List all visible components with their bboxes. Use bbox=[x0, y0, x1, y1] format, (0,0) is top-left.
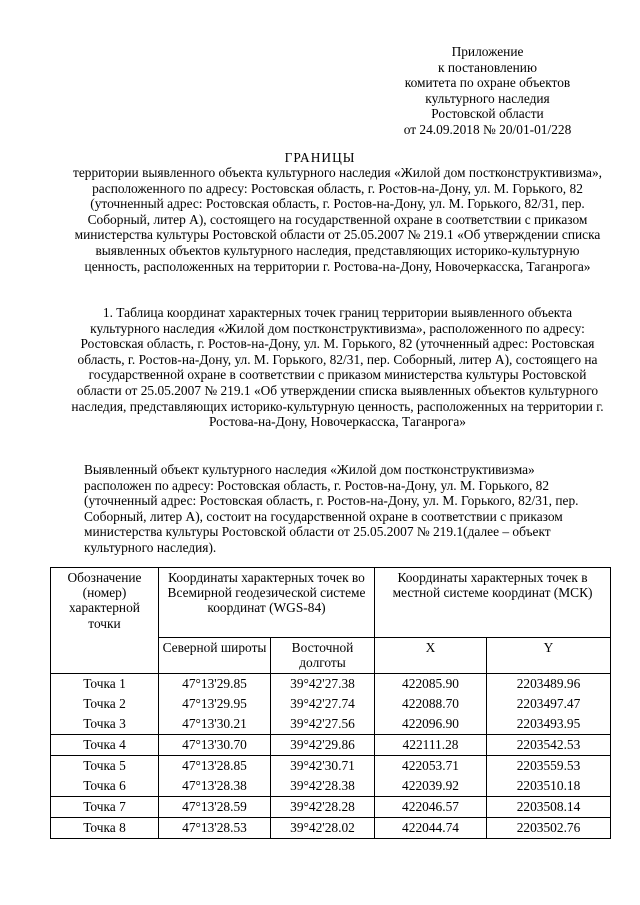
cell-lat: 47°13'30.70 bbox=[159, 735, 271, 756]
paragraph-line: Соборный, литер А), состоит на государственной охране в соответствии с приказом bbox=[84, 508, 563, 524]
cell-lon: 39°42'27.56 bbox=[271, 714, 375, 735]
document-title: ГРАНИЦЫ bbox=[284, 150, 356, 165]
cell-lat: 47°13'28.59 bbox=[159, 797, 271, 818]
cell-point: Точка 7 bbox=[51, 797, 159, 818]
cell-point: Точка 6 bbox=[51, 776, 159, 797]
cell-lat: 47°13'29.95 bbox=[159, 694, 271, 714]
header-designation: Обозначение (номер) характерной точки bbox=[51, 568, 159, 674]
cell-lon: 39°42'30.71 bbox=[271, 756, 375, 777]
body-paragraph bbox=[84, 462, 609, 556]
cell-y: 2203493.95 bbox=[487, 714, 611, 735]
appendix-line: культурного наследия bbox=[425, 90, 550, 106]
cell-x: 422111.28 bbox=[375, 735, 487, 756]
table-row bbox=[51, 714, 611, 735]
appendix-block bbox=[360, 44, 615, 138]
cell-point: Точка 3 bbox=[51, 714, 159, 735]
cell-lat: 47°13'28.53 bbox=[159, 818, 271, 839]
paragraph-line: министерства культуры Ростовской области от 25.05.2007 № 219.1(далее – объект bbox=[84, 524, 551, 540]
section-heading: 1. Таблица координат характерных точек границ территории выявленного объекта культурного наследия «Жилой дом постконструктивизма», расположенного по адресу: Ростовская область, г. Ростов-на-Дону, ул. М. Горького, 82 (уточненный адрес: Ростовская область, г. Ростов-на-Дону, ул. М. Горького, 82/31, пер. Соборный, литер А), состоящего на государственной охране в соответствии с приказом министерства культуры Ростовской области от 25.05.2007 № 219.1 «Об утверждении списка выявленных объектов культурного наследия, представляющих историко-культурную ценность, расположенных на территории г. Ростова-на-Дону, Новочеркасска, Таганрога» bbox=[71, 305, 604, 430]
cell-point: Точка 5 bbox=[51, 756, 159, 777]
paragraph-line: расположен по адресу: Ростовская область, г. Ростов-на-Дону, ул. М. Горького, 82 bbox=[84, 477, 550, 493]
cell-y: 2203508.14 bbox=[487, 797, 611, 818]
header-north: Северной широты bbox=[159, 638, 271, 674]
paragraph-line: Выявленный объект культурного наследия «Жилой дом постконструктивизма» bbox=[84, 462, 535, 477]
cell-y: 2203559.53 bbox=[487, 756, 611, 777]
appendix-line: Приложение bbox=[451, 44, 524, 59]
cell-lon: 39°42'28.38 bbox=[271, 776, 375, 797]
cell-x: 422044.74 bbox=[375, 818, 487, 839]
document-subtitle: территории выявленного объекта культурного наследия «Жилой дом постконструктивизма», расположенного по адресу: Ростовская область, г. Ростов-на-Дону, ул. М. Горького, 82 (уточненный адрес: Ростовская область, г. Ростов-на-Дону, ул. М. Горького, 82/31, пер. Соборный, литер А), состоящего на государственной охране в соответствии с приказом министерства культуры Ростовской области от 25.05.2007 № 219.1 «Об утверждении списка выявленных объектов культурного наследия, представляющих историко-культурную ценность, расположенных на территории г. Ростова-на-Дону, Новочеркасска, Таганрога» bbox=[72, 165, 603, 274]
cell-x: 422085.90 bbox=[375, 674, 487, 695]
cell-point: Точка 8 bbox=[51, 818, 159, 839]
cell-point: Точка 4 bbox=[51, 735, 159, 756]
cell-lat: 47°13'30.21 bbox=[159, 714, 271, 735]
table-row bbox=[51, 776, 611, 797]
cell-y: 2203542.53 bbox=[487, 735, 611, 756]
cell-lon: 39°42'27.38 bbox=[271, 674, 375, 695]
cell-lat: 47°13'29.85 bbox=[159, 674, 271, 695]
table-row bbox=[51, 674, 611, 695]
table-header-row bbox=[51, 568, 611, 638]
cell-x: 422096.90 bbox=[375, 714, 487, 735]
cell-lon: 39°42'28.02 bbox=[271, 818, 375, 839]
paragraph-line: (уточненный адрес: Ростовская область, г. Ростов-на-Дону, ул. М. Горького, 82/31, пер. bbox=[84, 493, 579, 509]
cell-y: 2203510.18 bbox=[487, 776, 611, 797]
cell-x: 422039.92 bbox=[375, 776, 487, 797]
cell-y: 2203497.47 bbox=[487, 694, 611, 714]
cell-point: Точка 2 bbox=[51, 694, 159, 714]
table-row bbox=[51, 756, 611, 777]
header-east: Восточной долготы bbox=[271, 638, 375, 674]
cell-lon: 39°42'29.86 bbox=[271, 735, 375, 756]
appendix-line: к постановлению bbox=[438, 59, 537, 75]
header-wgs: Координаты характерных точек во Всемирной геодезической системе координат (WGS-84) bbox=[159, 568, 375, 638]
cell-x: 422053.71 bbox=[375, 756, 487, 777]
cell-x: 422088.70 bbox=[375, 694, 487, 714]
appendix-line: комитета по охране объектов bbox=[404, 75, 571, 91]
cell-point: Точка 1 bbox=[51, 674, 159, 695]
cell-lon: 39°42'27.74 bbox=[271, 694, 375, 714]
coordinates-table bbox=[50, 567, 611, 839]
table-row bbox=[51, 797, 611, 818]
table-row bbox=[51, 818, 611, 839]
table-row bbox=[51, 735, 611, 756]
header-msk: Координаты характерных точек в местной системе координат (МСК) bbox=[375, 568, 611, 638]
cell-lat: 47°13'28.85 bbox=[159, 756, 271, 777]
cell-y: 2203502.76 bbox=[487, 818, 611, 839]
cell-lat: 47°13'28.38 bbox=[159, 776, 271, 797]
cell-x: 422046.57 bbox=[375, 797, 487, 818]
table-row bbox=[51, 694, 611, 714]
header-x: X bbox=[375, 638, 487, 674]
cell-lon: 39°42'28.28 bbox=[271, 797, 375, 818]
appendix-line: Ростовской области bbox=[431, 106, 544, 122]
appendix-line: от 24.09.2018 № 20/01-01/228 bbox=[403, 121, 572, 137]
paragraph-line: культурного наследия). bbox=[84, 539, 217, 555]
header-y: Y bbox=[487, 638, 611, 674]
cell-y: 2203489.96 bbox=[487, 674, 611, 695]
